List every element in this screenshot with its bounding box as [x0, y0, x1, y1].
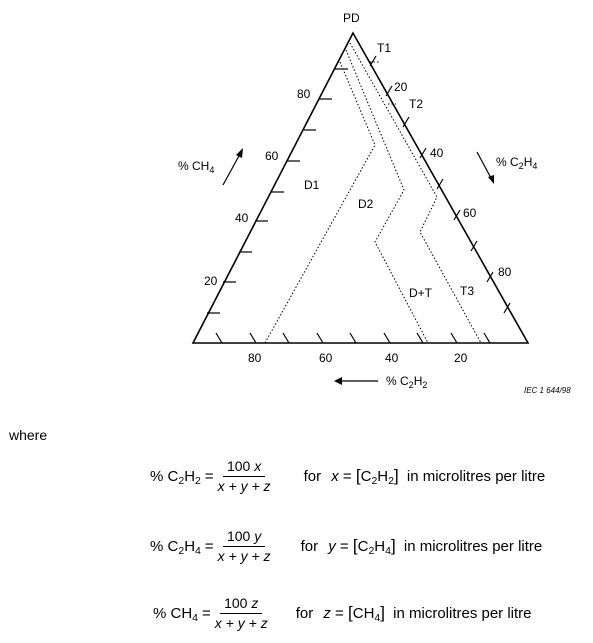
triangle-outline — [193, 33, 528, 343]
equation-condition: for $y = [C_2H_4]$ in microlitres per litre — [300, 536, 543, 558]
zone-label-d1: D1 — [304, 178, 320, 192]
equation-condition: for $z = [CH_4]$ in microlitres per litre — [295, 603, 532, 625]
equation-lhs: % $C_2H_4$ — [150, 537, 201, 557]
c2h4-axis-label: % $C_2H_4$ — [496, 155, 538, 171]
equation-lhs: % $C_2H_2$ — [150, 467, 201, 487]
bottom-tick-label: 80 — [248, 351, 262, 365]
zone-label-d2: D2 — [358, 197, 374, 211]
equation-lhs: % $CH_4$ — [153, 604, 199, 624]
c2h2-axis-label: % $C_2H_2$ — [386, 374, 428, 390]
right-tick-label: 60 — [463, 206, 477, 220]
c2h2-arrow-icon — [334, 377, 378, 385]
left-tick-label: 80 — [297, 87, 311, 101]
bottom-tick-label: 60 — [319, 351, 333, 365]
equation-ch4: % $CH_4$ = $\frac{100 z}{x + y + z}$ for $z = [CH_4]$ in microlitres per litre — [153, 595, 532, 631]
equation-condition: for $x = [C_2H_2]$ in microlitres per litre — [303, 466, 546, 488]
right-tick-label: 80 — [498, 265, 512, 279]
right-tick-label: 40 — [430, 146, 444, 160]
reference-number: IEC 1 644/98 — [524, 386, 571, 395]
ch4-arrow-icon — [223, 148, 243, 185]
left-tick-label: 60 — [265, 149, 279, 163]
c2h4-arrow-icon — [477, 152, 494, 184]
equation-c2h4: % $C_2H_4$ = $\frac{100 y}{x + y + z}$ for $y = [C_2H_4]$ in microlitres per litre — [150, 528, 543, 564]
bottom-ticks — [216, 333, 490, 343]
equation-c2h2: % $C_2H_2$ = $\frac{100 x}{x + y + z}$ for $x = [C_2H_2]$ in microlitres per litre — [150, 458, 546, 494]
where-label: where — [9, 427, 48, 443]
bottom-tick-label: 20 — [454, 351, 468, 365]
ch4-axis-label: % $CH_4$ — [178, 159, 215, 175]
zone-label-t2: T2 — [409, 97, 424, 111]
bottom-tick-label: 40 — [385, 351, 399, 365]
equation-fraction: $\frac{100 x}{x + y + z}$ — [217, 458, 271, 494]
right-tick-label: 20 — [394, 80, 408, 94]
equation-fraction: $\frac{100 z}{x + y + z}$ — [214, 595, 268, 631]
apex-label: PD — [343, 11, 360, 25]
zone-label-t3: T3 — [460, 284, 475, 298]
zone-label-t1: T1 — [377, 41, 392, 55]
zone-label-dt: D+T — [409, 286, 433, 300]
equation-fraction: $\frac{100 y}{x + y + z}$ — [217, 528, 271, 564]
left-tick-label: 20 — [204, 274, 218, 288]
left-tick-label: 40 — [235, 211, 249, 225]
